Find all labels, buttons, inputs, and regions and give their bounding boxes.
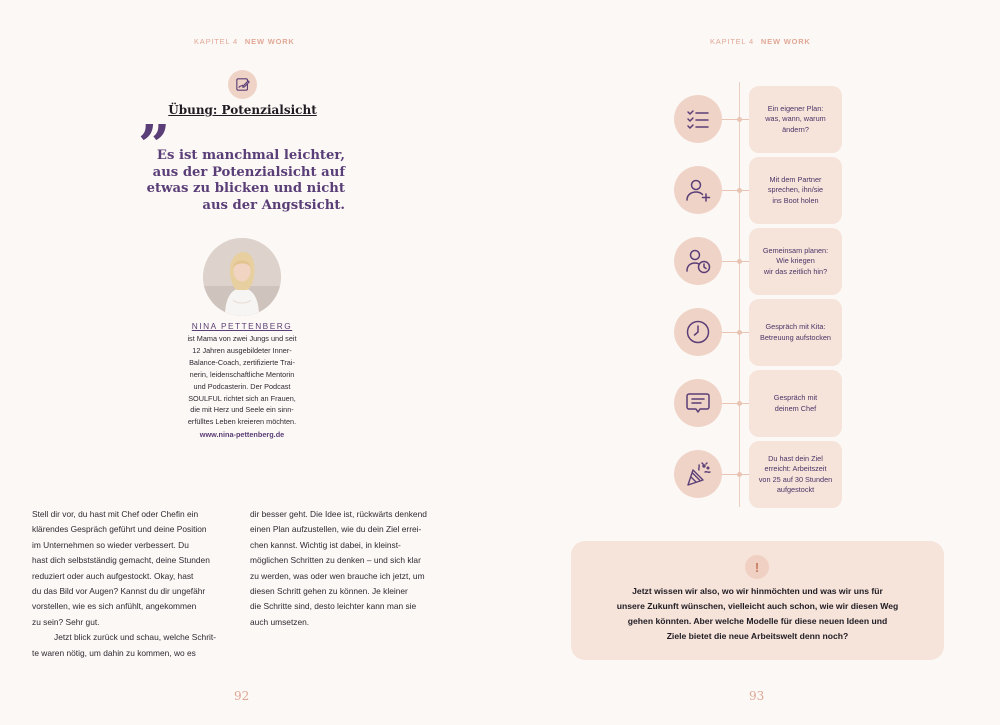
bio-line: nerin, leidenschaftliche Mentorin	[189, 369, 295, 379]
add-person-icon	[674, 166, 722, 214]
info-line: Jetzt wissen wir also, wo wir hinmöchten und was wir uns für	[632, 586, 883, 596]
timeline-connector	[722, 474, 749, 475]
body-line: hast dich selbstständig gemacht, deine Stunden	[32, 555, 210, 566]
step-line: Mit dem Partner	[769, 175, 822, 185]
step-card	[749, 370, 842, 437]
step-card	[749, 441, 842, 508]
timeline-dot	[737, 401, 742, 406]
info-line: unsere Zukunft wünschen, vielleicht auch schon, wie wir diesen Weg	[616, 601, 899, 611]
bio-line: Balance-Coach, zertifizierte Trai-	[189, 357, 295, 367]
body-line: zu sein? Sehr gut.	[32, 616, 100, 627]
body-line: dir besser geht. Die Idee ist, rückwärts denkend	[250, 509, 427, 519]
step-line: Du hast dein Ziel	[768, 453, 823, 463]
step-line: Betreuung aufstocken	[760, 332, 831, 342]
body-line: einen Plan aufzustellen, wie du dein Ziel errei-	[250, 524, 422, 535]
bio-line: ist Mama von zwei Jungs und seit	[187, 334, 297, 343]
info-line: Ziele bietet die neue Arbeitswelt denn noch?	[666, 631, 849, 641]
page-number: 93	[749, 689, 765, 703]
step-line: Ein eigener Plan:	[767, 104, 824, 114]
bio-line: die mit Herz und Seele ein sinn-	[190, 405, 294, 415]
quote-line: Es ist manchmal leichter,	[156, 148, 345, 163]
step-line: erreicht: Arbeitszeit	[764, 464, 827, 474]
body-line: zu werden, was oder wen brauche ich jetzt, um	[250, 570, 425, 581]
bio-line: und Podcasterin. Der Podcast	[193, 381, 291, 391]
step-line: ändern?	[782, 124, 809, 134]
author-photo	[203, 238, 281, 316]
step-card	[749, 299, 842, 366]
timeline-connector	[722, 403, 749, 404]
body-line: im Unternehmen so wieder verbessert. Du	[32, 539, 189, 550]
step-line: Wie kriegen	[776, 256, 815, 266]
person-clock-icon	[674, 237, 722, 285]
body-column-2	[250, 507, 460, 630]
running-head-section: NEW WORK	[244, 37, 295, 46]
exercise-title: Übung: Potenzialsicht	[168, 103, 317, 117]
body-line: reduziert oder auch aufgestockt. Okay, hast	[32, 570, 194, 581]
author-website-link[interactable]: www.nina-pettenberg.de	[199, 430, 285, 439]
body-line: du das Bild vor Augen? Kannst du dir ungefähr	[32, 586, 206, 597]
timeline-dot	[737, 472, 742, 477]
body-line: Jetzt blick zurück und schau, welche Schrit-	[54, 632, 216, 643]
exclamation-icon: !	[745, 555, 769, 579]
body-column-1	[32, 507, 242, 661]
clock-icon	[674, 308, 722, 356]
step-line: was, wann, warum	[765, 114, 826, 124]
body-line: vorstellen, wie es sich anfühlt, angekommen	[32, 601, 197, 612]
step-line: aufgestockt	[776, 484, 815, 494]
running-head	[194, 37, 295, 46]
body-line: auch umsetzen.	[250, 616, 310, 627]
step-line: Gespräch mit Kita:	[765, 322, 826, 332]
running-head	[710, 37, 811, 46]
timeline-connector	[722, 119, 749, 120]
step-line: Gespräch mit	[773, 393, 818, 403]
running-head-chapter: KAPITEL 4	[194, 37, 239, 46]
timeline-connector	[722, 261, 749, 262]
step-line: ins Boot holen	[772, 195, 819, 205]
running-head-section: NEW WORK	[760, 37, 811, 46]
body-line: chen kannst. Wichtig ist dabei, in kleinst-	[250, 539, 401, 550]
body-line: möglichen Schritten zu denken – und sich klar	[250, 555, 421, 566]
body-line: diesen Schritt gehen zu können. Je kleiner	[250, 586, 408, 597]
timeline-connector	[722, 332, 749, 333]
info-line: gehen könnten. Aber welche Modelle für diese neuen Ideen und	[627, 616, 888, 626]
body-line: klärendes Gespräch geführt und deine Position	[32, 524, 207, 535]
step-line: wir das zeitlich hin?	[763, 266, 828, 276]
author-bio	[160, 333, 324, 428]
body-line: Stell dir vor, du hast mit Chef oder Chefin ein	[32, 509, 199, 519]
info-box	[571, 541, 944, 660]
quote-mark: ”	[138, 113, 171, 179]
step-card	[749, 157, 842, 224]
timeline-dot	[737, 188, 742, 193]
step-line: Gemeinsam planen:	[762, 246, 829, 256]
step-line: sprechen, ihn/sie	[767, 185, 824, 195]
body-line: die Schritte sind, desto leichter kann man sie	[250, 601, 417, 612]
chat-icon	[674, 379, 722, 427]
checklist-icon	[674, 95, 722, 143]
quote-line: etwas zu blicken und nicht	[146, 181, 345, 196]
step-line: von 25 auf 30 Stunden	[758, 474, 833, 484]
timeline-line	[739, 82, 740, 507]
body-line: te waren nötig, um dahin zu kommen, wo es	[32, 647, 196, 658]
author-name: NINA PETTENBERG	[191, 321, 293, 331]
bio-line: erfülltes Leben kreieren möchten.	[187, 417, 297, 427]
timeline-dot	[737, 259, 742, 264]
step-line: deinem Chef	[774, 403, 817, 413]
pull-quote	[140, 148, 345, 214]
running-head-chapter: KAPITEL 4	[710, 37, 755, 46]
step-card	[749, 86, 842, 153]
pen-paper-icon	[228, 70, 257, 99]
quote-line: aus der Angstsicht.	[202, 197, 345, 213]
timeline-dot	[737, 330, 742, 335]
page-number: 92	[234, 689, 250, 703]
info-text	[583, 584, 932, 644]
bio-line: SOULFUL richtet sich an Frauen,	[188, 393, 296, 403]
party-popper-icon	[674, 450, 722, 498]
right-page	[500, 0, 1000, 725]
timeline-connector	[722, 190, 749, 191]
step-card	[749, 228, 842, 295]
bio-line: 12 Jahren ausgebildeter Inner-	[192, 345, 292, 355]
timeline-dot	[737, 117, 742, 122]
quote-line: aus der Potenzialsicht auf	[152, 164, 345, 180]
